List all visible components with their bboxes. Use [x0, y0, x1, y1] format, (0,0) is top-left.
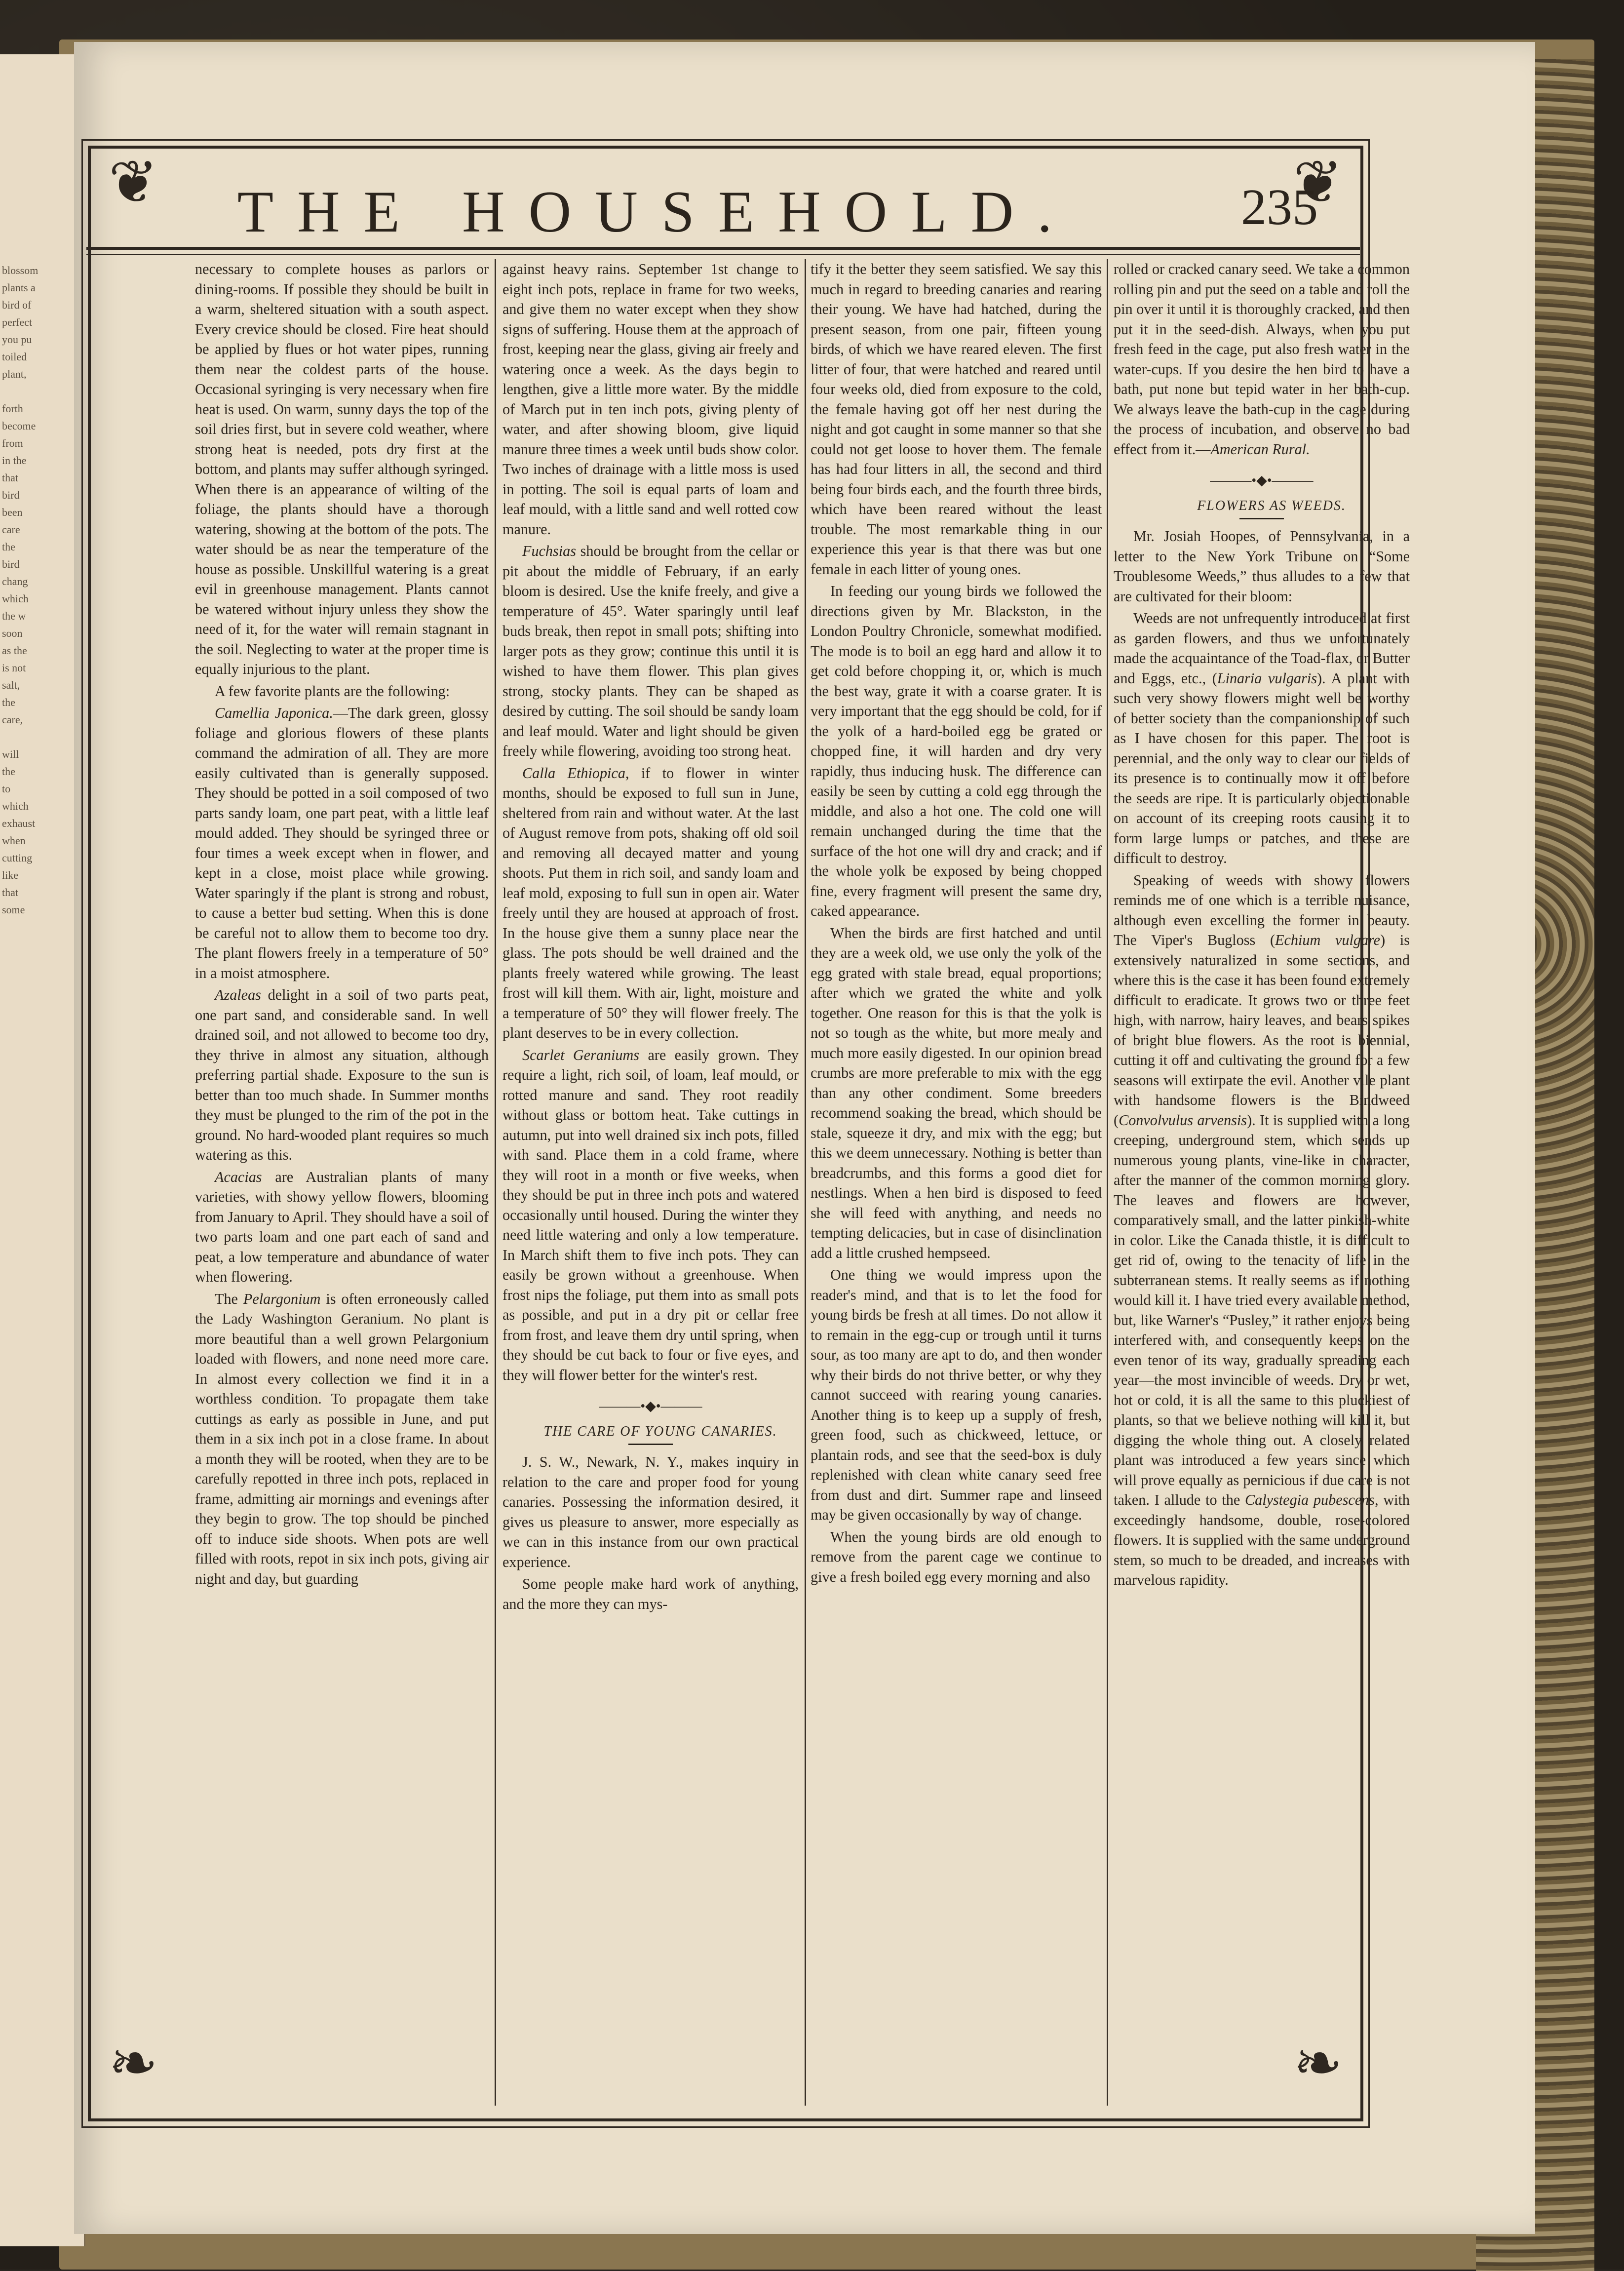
column-rule-3 — [1107, 259, 1108, 2106]
paragraph — [811, 581, 1102, 921]
run-in-heading: Fuchsias — [522, 543, 577, 559]
heading-rule — [628, 1444, 673, 1445]
text-run: Speaking of weeds with showy flowers reminds me of one which is a terrible nuisance, although even excelling the former in beauty. The Viper's Bugloss ( — [1114, 871, 1410, 948]
paragraph — [1114, 259, 1410, 459]
corner-ornament-top-left: ❦ — [108, 150, 158, 215]
paragraph — [195, 681, 489, 702]
paragraph — [195, 703, 489, 983]
paragraph — [503, 1045, 799, 1385]
column-3 — [811, 259, 1102, 2106]
text-run: —The dark green, glossy foliage and glorious flowers of these plants command the admiration of all. They are more easily cultivated than is generally supposed. They should be potted in a soil composed of two parts sandy loam, one part peat, with a little leaf mould added. They should be syringed three or four times a week except when in flower, and kept in a close, moist place while growing. Water sparingly if the plant is strong and robust, to cause a better bud setting. When this is done be careful not to allow them to become too dry. The plant flowers freely in a temperature of 50° in a moist atmosphere. — [195, 705, 489, 981]
text-run: should be brought from the cellar or pit about the middle of February, if an early bloom is desired. Use the knife freely, and give a temperature of 45°. Water sparingly until leaf buds break, then repot in small pots; shifting into larger pots as they grow; continue this until it is wished to have them flower. This plan gives strong, stocky plants. They can be shaped as desired by cutting. The soil should be sandy loam and leaf mould. Water and light should be given freely while flowering, avoiding too strong heat. — [503, 543, 799, 759]
facing-page-edge — [0, 54, 85, 2246]
text-run: tify it the better they seem satisfied. We say this much in regard to breeding canaries and rearing their young. We have had hatched, during the present season, from one pair, fifteen young birds, of which we have reared eleven. The first litter of four, that were hatched and reared until four weeks old, died from exposure to the cold, the female having got off her nest during the night and got caught in some manner so that she could not get loose to hover them. The female has had four litters in all, the second and third being four birds each, and the fourth three birds, which have been reared without the least trouble. The most remarkable thing in our experience this year is that there was but one female in each litter of young ones. — [811, 261, 1102, 578]
column-4 — [1114, 259, 1410, 2106]
text-run: ). A plant with such very showy flowers might well be worthy of better society than the companionship of such as I have chosen for this paper. The root is perennial, and the only way to clear our fields of its presence is to continually mow it off before the seeds are ripe. It is particularly objectionable on account of its creeping roots causing it to form large lumps or patches, and these are difficult to destroy. — [1114, 669, 1410, 866]
paragraph — [195, 985, 489, 1165]
page-number: 235 — [1241, 179, 1318, 235]
text-run: A few favorite plants are the following: — [215, 682, 450, 700]
text-run: Mr. Josiah Hoopes, of Pennsylvania, in a letter to the New York Tribune on “Some Troublesome Weeds,” thus alludes to a few that are cultivated for their bloom: — [1114, 528, 1410, 605]
heading-rule — [1239, 518, 1284, 519]
paragraph — [811, 923, 1102, 1263]
italic-term: Convolvulus arvensis — [1119, 1111, 1247, 1129]
column-rule-2 — [805, 259, 806, 2106]
run-in-heading: Scarlet Geraniums — [522, 1046, 640, 1063]
text-run: rolled or cracked canary seed. We take a common rolling pin and put the seed on a table and roll the pin over it until it is thoroughly cracked, and then put it in the seed-dish. Always, when you put fresh feed in the cage, put also fresh water in the water-cups. If you desire the hen bird to have a bath, put none but tepid water in her bath-cup. We always leave the bath-cup in the cage during the process of incubation, and observe no bad effect from it.— — [1114, 261, 1410, 458]
paragraph — [811, 259, 1102, 579]
section-divider-ornament: ———•◆•——— — [599, 1399, 702, 1414]
section-heading: THE CARE OF YOUNG CANARIES. — [543, 1423, 777, 1439]
header-rule-thin — [86, 254, 1360, 255]
italic-term: Linaria vulgaris — [1217, 669, 1317, 687]
paragraph — [503, 1452, 799, 1572]
paragraph — [1114, 870, 1410, 1590]
run-in-heading: Acacias — [215, 1168, 262, 1185]
paragraph — [503, 541, 799, 761]
running-title: THE HOUSEHOLD. — [237, 179, 1076, 244]
text-run: In feeding our young birds we followed the directions given by Mr. Blackston, in the London Poultry Chronicle, somewhat modified. The mode is to boil an egg hard and allow it to get cold before chopping it, or, which is much the best way, grate it with a coarse grater. It is very important that the egg should be cold, for if the yolk of a hard-boiled egg be grated or chopped fine, it will harden and dry very rapidly, thus inducing husk. The difference can easily be seen by cutting a cold egg through the middle, and also a hot one. The cold one will remain unchanged during the time that the surface of the hot one will dry and crack; and if the whole yolk be exposed by being chopped fine, every fragment will present the same dry, caked appearance. — [811, 583, 1102, 919]
paragraph — [503, 763, 799, 1043]
facing-page-text: blossom plants a bird of perfect you pu toiled plant, forth become from in the that bird been care the bird chang which the w soon as the is not salt, the care, will the to which exhaust when cutting like that some — [2, 264, 39, 916]
text-run: if to flower in winter months, should be exposed to full sun in June, sheltered from rain and without water. At the last of August remove from pots, shaking off old soil and removing all decayed matter and young shoots. Put them in rich soil, and sandy loam and leaf mold, exposing to full sun in open air. Water freely until they are housed at approach of frost. In the house give them a sunny place near the glass. The pots should be well drained and the plants freely watered while growing. The least frost will kill them. With air, light, moisture and a temperature of 50° they will flower freely. The plant deserves to be in every collection. — [503, 764, 799, 1041]
text-run: When the birds are first hatched and until they are a week old, we use only the yolk of the egg grated with stale bread, equal proportions; after which we grated the white and yolk together. One reason for this is that the yolk is not so tough as the white, but more mealy and much more easily digested. In our opinion bread crumbs are more preferable to mix with the egg than any other condiment. Some breeders recommend soaking the bread, which should be stale, squeeze it dry, and mix with the egg; but this we deem unnecessary. Nothing is better than breadcrumbs, and this forms a good diet for nestlings. When a hen bird is disposed to feed she will feed with anything, and needs no tempting delicacies, but in case of disinclination add a little crushed hempseed. — [811, 924, 1102, 1261]
paragraph — [195, 1167, 489, 1287]
section-heading: FLOWERS AS WEEDS. — [1197, 498, 1346, 513]
paragraph — [1114, 608, 1410, 868]
text-run: necessary to complete houses as parlors or dining-rooms. If possible they should be built in a warm, sheltered situation with a south aspect. Every crevice should be closed. Fire heat should be applied by flues or hot water pipes, running them near the coldest parts of the house. Occasional syringing is very necessary when fire heat is used. On warm, sunny days the top of the soil dries first, but in severe cold weather, where strong heat is needed, pots dry first at the bottom, and plants may suffer although syringed. When there is an appearance of wilting of the foliage, the plants should have a thorough watering, showing at the bottom of the pots. The water should be as near the temperature of the house as possible. Unskillful watering is a great evil in greenhouse management. Plants cannot be watered without injury unless they show the need of it, for the water will remain stagnant in the soil. Neglecting to water at the proper time is equally injurious to the plant. — [195, 261, 489, 677]
run-in-heading: Camellia Japonica. — [215, 705, 333, 721]
text-run: Weeds are not unfrequently introduced at first as garden flowers, and thus we unfortunately made the acquaintance of the Toad-flax, or Butter and Eggs, etc., ( — [1114, 610, 1410, 687]
corner-ornament-top-right: ❦ — [1293, 150, 1343, 215]
paragraph — [503, 1574, 799, 1614]
column-2 — [503, 259, 799, 2106]
column-rule-1 — [495, 259, 496, 2106]
source-credit: American Rural. — [1210, 440, 1310, 458]
text-run: ). It is supplied with a long creeping, underground stem, which sends up numerous young plants, vine-like in character, after the manner of the common morning glory. The leaves and flowers are however, comparatively small, and the latter pinkish-white in color. Like the Canada thistle, it is difficult to get rid of, owing to the tenacity of life in the subterranean stems. It really seems as if nothing would kill it. I have tried every available method, but, like Warner's “Pusley,” it rather enjoys being interfered with, and consequently keeps on the even tenor of its way, gradually spreading each year—the most invincible of weeds. Dry or wet, hot or cold, it is all the same to this pluckiest of plants, so that we believe nothing will kill it, but digging the whole thing out. A closely related plant was introduced a few years since which will prove equally as pernicious if due care is not taken. I allude to the — [1114, 1111, 1410, 1508]
paragraph — [811, 1265, 1102, 1525]
italic-term: Calystegia pubescens — [1245, 1491, 1375, 1508]
corner-ornament-bottom-right: ❧ — [1293, 2031, 1343, 2096]
text-run: J. S. W., Newark, N. Y., makes inquiry in relation to the care and proper food for young canaries. Possessing the information desired, it gives us pleasure to answer, more especially as we can in this instance from our own practical experience. — [503, 1453, 799, 1570]
paragraph — [195, 1289, 489, 1589]
text-run: When the young birds are old enough to remove from the parent cage we continue to give a fresh boiled egg every morning and also — [811, 1528, 1102, 1585]
text-run: against heavy rains. September 1st change to eight inch pots, replace in frame for two weeks, and give them no water except when they show signs of suffering. House them at the approach of frost, keeping near the glass, giving air freely and watering once a week. As the days begin to lengthen, give a little more water. By the middle of March put in ten inch pots, giving plenty of water, and after showing bloom, give liquid manure three times a week until buds show color. Two inches of drainage with a little moss is used in potting. The soil is equal parts of loam and leaf mould, with a little sand and well rotted cow manure. — [503, 261, 799, 538]
paragraph — [503, 259, 799, 539]
text-run: The — [215, 1290, 243, 1307]
paragraph — [195, 259, 489, 679]
text-run: ) is extensively naturalized in some sections, and where this is the case it has been found extremely difficult to eradicate. It grows two or three feet high, with narrow, hairy leaves, and bears spikes of bright blue flowers. As the root is biennial, cutting it off and cultivating the ground for a few seasons will extirpate the evil. Another vile plant with handsome flowers is the Bindweed ( — [1114, 932, 1410, 1129]
italic-term: Echium vulgare — [1275, 932, 1381, 948]
paragraph — [1114, 526, 1410, 606]
text-run: One thing we would impress upon the reader's mind, and that is to let the food for young birds be fresh at all times. Do not allow it to remain in the egg-cup or trough until it turns sour, as too many are apt to do, and then wonder why their birds do not thrive better, or why they cannot succeed with rearing young canaries. Another thing is to keep up a supply of fresh, green food, such as chickweed, lettuce, or plantain rods, and see that the seed-box is duly replenished with clean white canary seed free from dust and dirt. Summer rape and linseed may be given occasionally by way of change. — [811, 1266, 1102, 1523]
text-run: are easily grown. They require a light, rich soil, of loam, leaf mould, or rotted manure and sand. They root readily without glass or bottom heat. Take cuttings in autumn, put into well drained six inch pots, filled with sand. Place them in a cold frame, where they will root in a month or five weeks, when they should be put in three inch pots and watered occasionally until housed. During the winter they need little watering and only a low temperature. In March shift them to five inch pots. They can easily be grown without a greenhouse. When frost nips the foliage, put them into as small pots as possible, and put in a dry pit or cellar free from frost, and leave them dry until spring, when they should be cut back to four or five eyes, and they will flower better for the winter's rest. — [503, 1046, 799, 1383]
run-in-heading: Azaleas — [215, 986, 261, 1003]
corner-ornament-bottom-left: ❧ — [108, 2031, 158, 2096]
text-run: delight in a soil of two parts peat, one part sand, and considerable sand. In well drained soil, and not allowed to become too dry, they thrive in almost any situation, although preferring partial shade. Exposure to the sun is better than too much shade. In Summer months they must be plunged to the rim of the pot in the ground. No hard-wooded plant requires so much watering as this. — [195, 986, 489, 1163]
text-run: is often erroneously called the Lady Washington Geranium. No plant is more beautiful than a well grown Pelargonium loaded with flowers, and none need more care. In almost every collection we find it in a worthless condition. To propagate them take cuttings as early as possible in June, and put them in a six inch pot in a close frame. In about a month they will be rooted, when they are to be carefully repotted in three inch pots, replaced in frame, admitting air mornings and evenings after they begin to grow. The top should be pinched off to induce side shoots. When pots are well filled with roots, repot in six inch pots, giving air night and day, but guarding — [195, 1290, 489, 1587]
page-header — [89, 150, 1357, 252]
section-divider-ornament: ———•◆•——— — [1210, 473, 1314, 488]
header-rule — [86, 247, 1360, 250]
paragraph — [811, 1527, 1102, 1587]
text-run: are Australian plants of many varieties, with showy yellow flowers, blooming from January to April. They should have a soil of two parts loam and one part each of sand and peat, a low temperature and abundance of water when flowering. — [195, 1168, 489, 1285]
text-run: , with exceedingly handsome, double, rose-colored flowers. It is supplied with the same underground stem, so much to be dreaded, and increases with marvelous rapidity. — [1114, 1491, 1410, 1588]
column-1 — [195, 259, 489, 2106]
run-in-heading: Calla Ethiopica, — [522, 764, 629, 782]
text-run: Some people make hard work of anything, and the more they can mys- — [503, 1575, 799, 1612]
italic-term: Pelargonium — [243, 1290, 321, 1307]
